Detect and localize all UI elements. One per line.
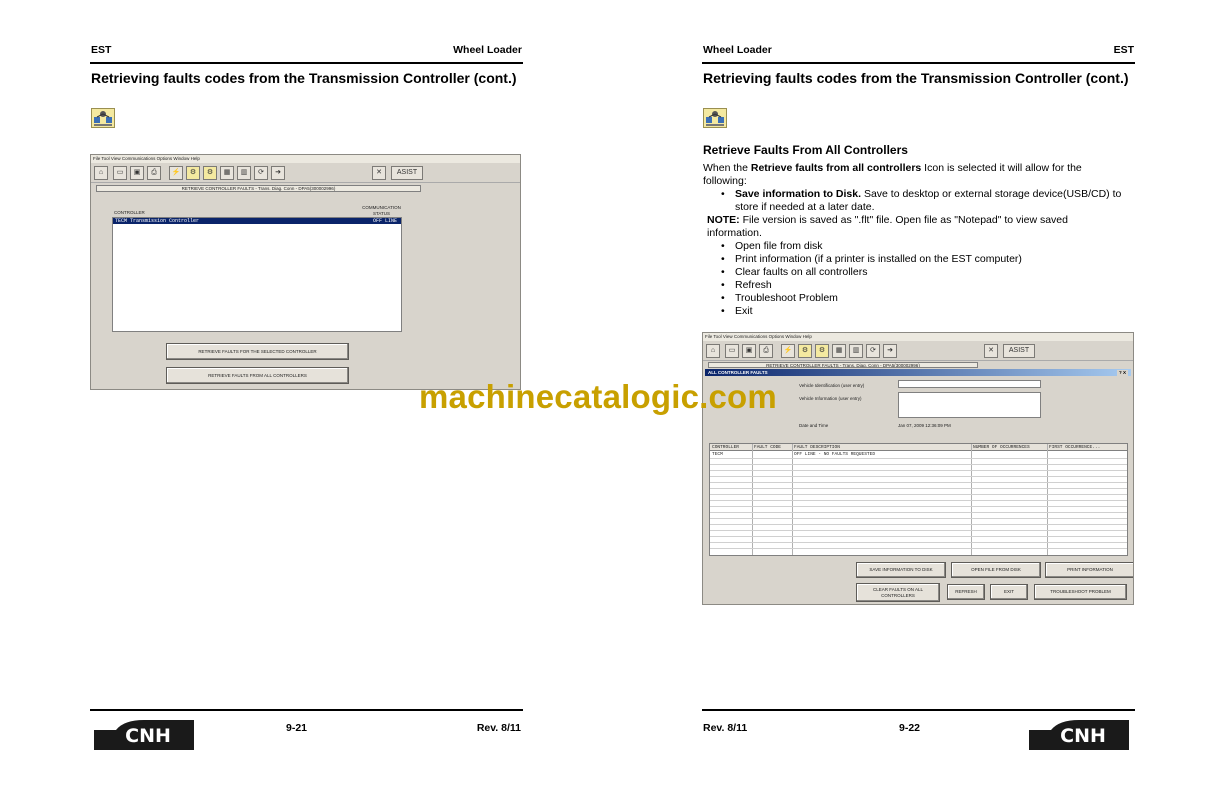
retrieve-all-button[interactable]: RETRIEVE FAULTS FROM ALL CONTROLLERS <box>166 367 349 384</box>
troubleshoot-button[interactable]: TROUBLESHOOT PROBLEM <box>1034 584 1127 600</box>
vehicle-info-label: Vehicle Information (user entry) <box>799 396 862 401</box>
left-header-left: EST <box>91 44 112 56</box>
right-revision: Rev. 8/11 <box>703 722 748 734</box>
open-icon[interactable]: ▭ <box>113 166 127 180</box>
refresh-button[interactable]: REFRESH <box>947 584 985 600</box>
chart-icon[interactable]: ▥ <box>237 166 251 180</box>
grid-icon[interactable]: ▦ <box>832 344 846 358</box>
left-revision: Rev. 8/11 <box>476 722 521 734</box>
print-icon[interactable]: ⎙ <box>759 344 773 358</box>
faults-grid[interactable] <box>709 443 1128 556</box>
print-icon[interactable]: ⎙ <box>147 166 161 180</box>
asist-label-2: ASIST <box>1008 347 1030 354</box>
grid-header <box>710 444 1127 451</box>
tools-icon[interactable]: ✕ <box>372 166 386 180</box>
bullet-troubleshoot: • Troubleshoot Problem <box>703 292 1123 305</box>
date-value: Jan 07, 2009 12:36:09 PM <box>898 423 951 428</box>
cnh-logo-right <box>1029 720 1129 750</box>
right-header-rule <box>702 62 1135 64</box>
right-footer-rule <box>702 709 1135 711</box>
all-controller-faults-screenshot <box>702 332 1134 605</box>
save-information-button[interactable]: SAVE INFORMATION TO DISK <box>856 562 946 578</box>
save-icon[interactable]: ▣ <box>742 344 756 358</box>
left-est-icon <box>91 108 115 128</box>
bullet-clear: • Clear faults on all controllers <box>703 266 1123 279</box>
controller-row-selected[interactable] <box>113 218 401 224</box>
col-fault-description: FAULT DESCRIPTION <box>794 445 840 450</box>
col-first-occurrence: FIRST OCCURRENCE... <box>1049 445 1101 450</box>
forward-icon[interactable]: ➜ <box>883 344 897 358</box>
row-description: OFF LINE - NO FAULTS REQUESTED <box>794 452 876 457</box>
right-page-title: Retrieving faults codes from the Transmission Controller (cont.) <box>703 70 1129 86</box>
section-body <box>703 162 1123 318</box>
connect-icon[interactable]: ⚡ <box>781 344 795 358</box>
watermark: machinecatalogic.com <box>419 378 777 415</box>
left-header-right: Wheel Loader <box>453 44 522 56</box>
app-toolbar <box>91 163 520 183</box>
controller-icon[interactable]: ⚙ <box>798 344 812 358</box>
controller-faults-screenshot <box>90 154 521 390</box>
open-file-button[interactable]: OPEN FILE FROM DISK <box>951 562 1041 578</box>
controller-icon[interactable]: ⚙ <box>186 166 200 180</box>
bullet-print: • Print information (if a printer is installed on the EST computer) <box>703 253 1123 266</box>
left-footer-rule <box>90 709 523 711</box>
note-paragraph: NOTE: File version is saved as ".flt" file. Open file as "Notepad" to view saved information. <box>707 214 1068 239</box>
intro-paragraph: When the Retrieve faults from all controllers Icon is selected it will allow for the following: <box>703 162 1082 187</box>
app-menubar[interactable]: File Tool View Communications Options Window Help <box>91 155 520 163</box>
app-menubar-2[interactable]: File Tool View Communications Options Window Help <box>703 333 1133 341</box>
bullet-exit: • Exit <box>703 305 1123 318</box>
dialog-caption <box>705 369 1131 376</box>
status-bar-2: RETRIEVE CONTROLLER FAULTS - Trans. Diag. Conn - DPA5(300002996) <box>708 362 978 368</box>
grid-icon[interactable]: ▦ <box>220 166 234 180</box>
clear-faults-button[interactable]: CLEAR FAULTS ON ALL CONTROLLERS <box>856 583 940 602</box>
right-est-icon <box>703 108 727 128</box>
col-occurrences: NUMBER OF OCCURRENCES <box>973 445 1030 450</box>
col-controller: CONTROLLER <box>712 445 740 450</box>
controller-column-label: CONTROLLER <box>114 210 145 215</box>
bullet-save: • Save information to Disk. Save to desktop or external storage device(USB/CD) to store if needed at a later date. <box>703 188 1123 214</box>
connect-icon[interactable]: ⚡ <box>169 166 183 180</box>
refresh-icon[interactable]: ⟳ <box>866 344 880 358</box>
tools-icon[interactable]: ✕ <box>984 344 998 358</box>
comm-status-column-label: COMMUNICATION STATUS <box>362 205 401 216</box>
forward-icon[interactable]: ➜ <box>271 166 285 180</box>
chart-icon[interactable]: ▥ <box>849 344 863 358</box>
vehicle-id-field[interactable] <box>898 380 1041 388</box>
faults-icon[interactable]: ⚙ <box>815 344 829 358</box>
faults-icon[interactable]: ⚙ <box>203 166 217 180</box>
bullet-open: • Open file from disk <box>703 240 1123 253</box>
controller-row-name: TECM Transmission Controller <box>115 218 200 224</box>
section-heading: Retrieve Faults From All Controllers <box>703 143 908 157</box>
asist-icon[interactable] <box>1003 344 1035 358</box>
left-header-rule <box>90 62 523 64</box>
left-page-title: Retrieving faults codes from the Transmission Controller (cont.) <box>91 70 517 86</box>
logo-text-right: CNH <box>1060 725 1106 747</box>
save-icon[interactable]: ▣ <box>130 166 144 180</box>
col-fault-code: FAULT CODE <box>754 445 782 450</box>
print-information-button[interactable]: PRINT INFORMATION <box>1045 562 1134 578</box>
home-icon[interactable]: ⌂ <box>706 344 720 358</box>
open-icon[interactable]: ▭ <box>725 344 739 358</box>
date-label: Date and Time <box>799 423 829 428</box>
logo-text: CNH <box>125 725 171 747</box>
retrieve-selected-button[interactable]: RETRIEVE FAULTS FOR THE SELECTED CONTROLLER <box>166 343 349 360</box>
right-header-left: Wheel Loader <box>703 44 772 56</box>
status-bar: RETRIEVE CONTROLLER FAULTS - Trans. Diag. Conn - DPA5(300002996) <box>96 185 421 192</box>
row-controller: TECM <box>712 452 723 457</box>
cnh-logo-left <box>94 720 194 750</box>
home-icon[interactable]: ⌂ <box>94 166 108 180</box>
asist-icon[interactable] <box>391 166 423 180</box>
left-page-number: 9-21 <box>286 722 308 734</box>
bullet-refresh: • Refresh <box>703 279 1123 292</box>
right-page-number: 9-22 <box>899 722 921 734</box>
asist-label: ASIST <box>396 169 418 176</box>
caption-buttons[interactable]: ? X <box>1118 369 1126 375</box>
right-header-right: EST <box>1113 44 1134 56</box>
app-toolbar-2 <box>703 341 1133 361</box>
controller-row-status: OFF LINE <box>372 218 397 224</box>
vehicle-id-label: Vehicle Identification (user entry) <box>799 383 865 388</box>
exit-button[interactable]: EXIT <box>990 584 1028 600</box>
dialog-title: ALL CONTROLLER FAULTS <box>708 370 768 375</box>
vehicle-info-field[interactable] <box>898 392 1041 418</box>
refresh-icon[interactable]: ⟳ <box>254 166 268 180</box>
controller-list[interactable] <box>112 217 402 332</box>
